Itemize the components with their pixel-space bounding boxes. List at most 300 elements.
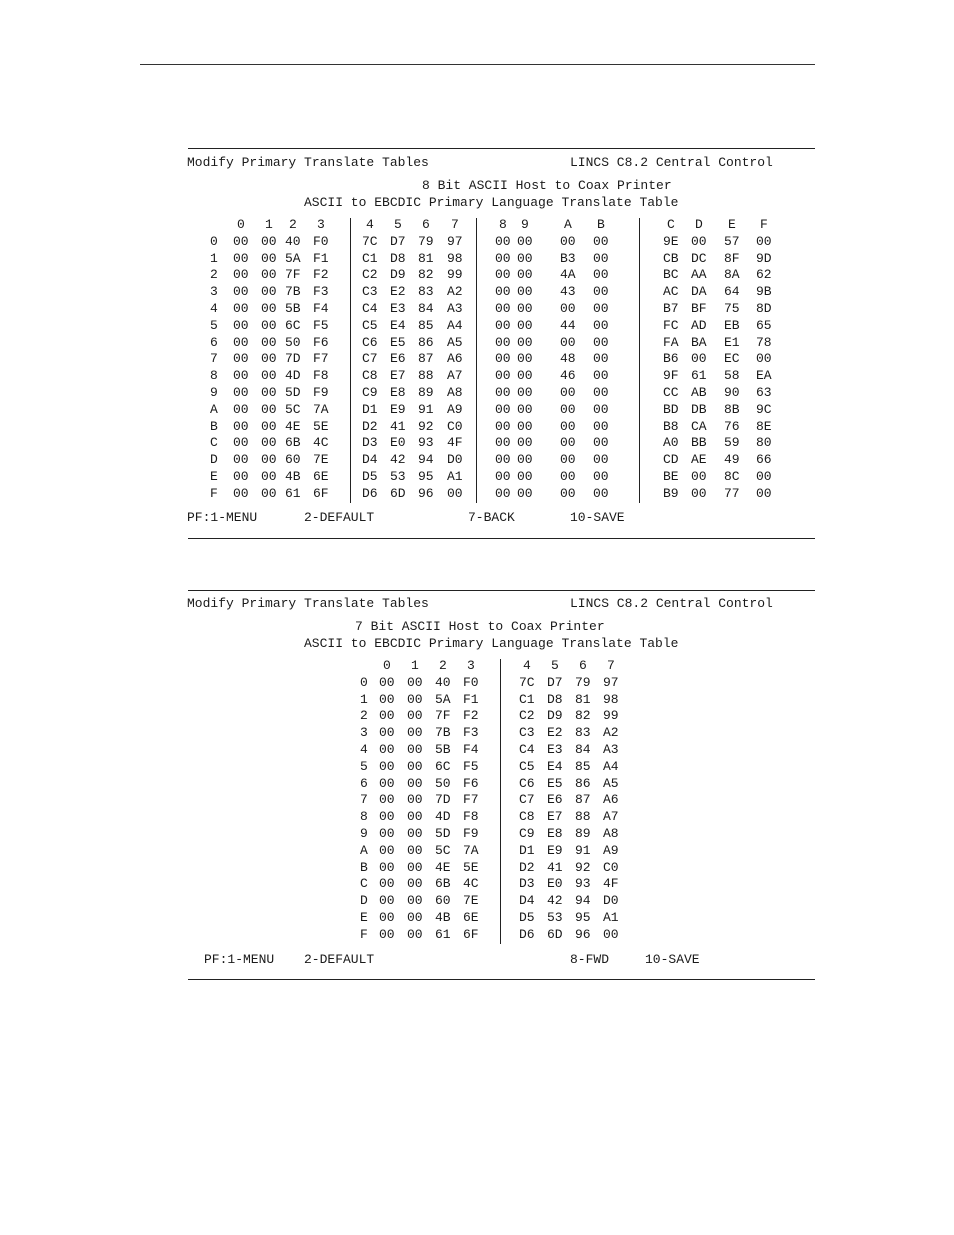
hex-cell[interactable]: 6F — [463, 926, 479, 942]
hex-cell[interactable]: 9B — [756, 284, 772, 300]
hex-cell[interactable]: 85 — [418, 317, 434, 333]
hex-cell[interactable]: 00 — [593, 317, 609, 333]
hex-cell[interactable]: 9D — [756, 250, 772, 266]
hex-cell[interactable]: 00 — [691, 233, 707, 249]
hex-cell[interactable]: 00 — [407, 674, 423, 690]
hex-cell[interactable]: 88 — [418, 368, 434, 384]
hex-cell[interactable]: 42 — [390, 452, 406, 468]
hex-cell[interactable]: 00 — [407, 910, 423, 925]
hex-cell[interactable]: 00 — [593, 284, 609, 300]
hex-cell[interactable]: 00 — [407, 842, 423, 858]
hex-cell[interactable]: 93 — [418, 435, 434, 451]
hex-cell[interactable]: 00 — [593, 334, 609, 350]
hex-cell[interactable]: 00 — [495, 385, 511, 400]
hex-cell[interactable]: 00 — [447, 485, 463, 501]
hex-cell[interactable]: 00 — [560, 334, 576, 350]
hex-cell[interactable]: 00 — [407, 826, 423, 841]
hex-cell[interactable]: 40 — [435, 674, 451, 690]
hex-cell[interactable]: C6 — [519, 775, 535, 791]
hex-cell[interactable]: 4C — [313, 435, 329, 451]
hex-cell[interactable]: D9 — [547, 708, 563, 724]
hex-cell[interactable]: E4 — [390, 317, 406, 333]
hex-cell[interactable]: 00 — [261, 284, 277, 300]
hex-cell[interactable]: 7C — [519, 674, 535, 690]
hex-cell[interactable]: 97 — [603, 674, 619, 690]
hex-cell[interactable]: 00 — [495, 469, 511, 484]
hex-cell[interactable]: A4 — [603, 758, 619, 774]
hex-cell[interactable]: 00 — [233, 368, 249, 384]
hex-cell[interactable]: 00 — [495, 418, 511, 434]
hex-cell[interactable]: 00 — [560, 233, 576, 249]
hex-cell[interactable]: F5 — [313, 317, 329, 333]
hex-cell[interactable]: 58 — [724, 368, 740, 384]
hex-cell[interactable]: 00 — [261, 317, 277, 333]
hex-cell[interactable]: 00 — [261, 418, 277, 434]
hex-cell[interactable]: 00 — [379, 775, 395, 791]
hex-cell[interactable]: 00 — [407, 775, 423, 791]
hex-cell[interactable]: 5A — [285, 250, 301, 266]
hex-cell[interactable]: CC — [663, 385, 679, 400]
hex-cell[interactable]: 00 — [261, 368, 277, 384]
hex-cell[interactable]: 00 — [495, 267, 511, 283]
hex-cell[interactable]: C7 — [519, 792, 535, 808]
hex-cell[interactable]: 7B — [285, 284, 301, 300]
hex-cell[interactable]: 00 — [233, 385, 249, 400]
hex-cell[interactable]: B8 — [663, 418, 679, 434]
hex-cell[interactable]: A5 — [603, 775, 619, 791]
hex-cell[interactable]: 00 — [560, 301, 576, 316]
hex-cell[interactable]: 00 — [495, 233, 511, 249]
hex-cell[interactable]: 79 — [575, 674, 591, 690]
hex-cell[interactable]: 8C — [724, 469, 740, 484]
hex-cell[interactable]: 64 — [724, 284, 740, 300]
hex-cell[interactable]: 82 — [418, 267, 434, 283]
hex-cell[interactable]: F0 — [313, 233, 329, 249]
hex-cell[interactable]: 91 — [418, 401, 434, 417]
hex-cell[interactable]: A9 — [603, 842, 619, 858]
hex-cell[interactable]: E3 — [547, 742, 563, 757]
hex-cell[interactable]: DA — [691, 284, 707, 300]
hex-cell[interactable]: F7 — [313, 351, 329, 367]
hex-cell[interactable]: C7 — [362, 351, 378, 367]
hex-cell[interactable]: 42 — [547, 893, 563, 909]
hex-cell[interactable]: 00 — [593, 368, 609, 384]
hex-cell[interactable]: 00 — [261, 385, 277, 400]
hex-cell[interactable]: E7 — [390, 368, 406, 384]
hex-cell[interactable]: 00 — [407, 876, 423, 892]
hex-cell[interactable]: 00 — [593, 401, 609, 417]
hex-cell[interactable]: D4 — [362, 452, 378, 468]
hex-cell[interactable]: D1 — [362, 401, 378, 417]
hex-cell[interactable]: 7D — [285, 351, 301, 367]
hex-cell[interactable]: 00 — [233, 469, 249, 484]
hex-cell[interactable]: 8F — [724, 250, 740, 266]
hex-cell[interactable]: 00 — [495, 250, 511, 266]
hex-cell[interactable]: D8 — [547, 691, 563, 707]
hex-cell[interactable]: 00 — [495, 485, 511, 501]
hex-cell[interactable]: F4 — [313, 301, 329, 316]
hex-cell[interactable]: BC — [663, 267, 679, 283]
hex-cell[interactable]: 6D — [547, 926, 563, 942]
hex-cell[interactable]: BA — [691, 334, 707, 350]
hex-cell[interactable]: 00 — [379, 876, 395, 892]
hex-cell[interactable]: CD — [663, 452, 679, 468]
hex-cell[interactable]: 00 — [233, 233, 249, 249]
hex-cell[interactable]: 9C — [756, 401, 772, 417]
hex-cell[interactable]: D3 — [362, 435, 378, 451]
hex-cell[interactable]: 00 — [233, 334, 249, 350]
hex-cell[interactable]: 87 — [575, 792, 591, 808]
hex-cell[interactable]: 6E — [313, 469, 329, 484]
hex-cell[interactable]: 00 — [407, 691, 423, 707]
hex-cell[interactable]: 41 — [547, 859, 563, 875]
hex-cell[interactable]: 00 — [495, 435, 511, 451]
hex-cell[interactable]: 59 — [724, 435, 740, 451]
hex-cell[interactable]: 00 — [517, 368, 533, 384]
hex-cell[interactable]: 00 — [691, 485, 707, 501]
hex-cell[interactable]: C2 — [519, 708, 535, 724]
hex-cell[interactable]: 00 — [379, 926, 395, 942]
hex-cell[interactable]: 83 — [418, 284, 434, 300]
hex-cell[interactable]: F5 — [463, 758, 479, 774]
hex-cell[interactable]: F6 — [463, 775, 479, 791]
hex-cell[interactable]: 00 — [517, 418, 533, 434]
hex-cell[interactable]: 00 — [756, 233, 772, 249]
hex-cell[interactable]: 00 — [756, 485, 772, 501]
hex-cell[interactable]: 00 — [379, 859, 395, 875]
hex-cell[interactable]: D7 — [390, 233, 406, 249]
hex-cell[interactable]: 00 — [593, 385, 609, 400]
hex-cell[interactable]: A8 — [603, 826, 619, 841]
hex-cell[interactable]: B7 — [663, 301, 679, 316]
hex-cell[interactable]: 00 — [407, 859, 423, 875]
hex-cell[interactable]: D5 — [519, 910, 535, 925]
hex-cell[interactable]: 7A — [463, 842, 479, 858]
hex-cell[interactable]: 7D — [435, 792, 451, 808]
hex-cell[interactable]: C1 — [519, 691, 535, 707]
hex-cell[interactable]: 99 — [603, 708, 619, 724]
hex-cell[interactable]: 00 — [407, 725, 423, 741]
hex-cell[interactable]: BF — [691, 301, 707, 316]
hex-cell[interactable]: BD — [663, 401, 679, 417]
hex-cell[interactable]: 49 — [724, 452, 740, 468]
hex-cell[interactable]: 00 — [593, 435, 609, 451]
hex-cell[interactable]: 9E — [663, 233, 679, 249]
hex-cell[interactable]: EA — [756, 368, 772, 384]
hex-cell[interactable]: 79 — [418, 233, 434, 249]
hex-cell[interactable]: 53 — [390, 469, 406, 484]
hex-cell[interactable]: AB — [691, 385, 707, 400]
hex-cell[interactable]: A9 — [447, 401, 463, 417]
hex-cell[interactable]: 00 — [495, 334, 511, 350]
hex-cell[interactable]: 5D — [285, 385, 301, 400]
hex-cell[interactable]: 00 — [560, 401, 576, 417]
hex-cell[interactable]: 00 — [233, 250, 249, 266]
hex-cell[interactable]: 00 — [495, 368, 511, 384]
hex-cell[interactable]: 00 — [407, 708, 423, 724]
hex-cell[interactable]: 00 — [379, 708, 395, 724]
hex-cell[interactable]: 00 — [233, 284, 249, 300]
hex-cell[interactable]: 83 — [575, 725, 591, 741]
hex-cell[interactable]: 00 — [560, 435, 576, 451]
hex-cell[interactable]: 60 — [435, 893, 451, 909]
hex-cell[interactable]: 80 — [756, 435, 772, 451]
hex-cell[interactable]: D0 — [447, 452, 463, 468]
hex-cell[interactable]: DB — [691, 401, 707, 417]
hex-cell[interactable]: B9 — [663, 485, 679, 501]
hex-cell[interactable]: 00 — [593, 233, 609, 249]
pf10-save-key[interactable]: 10-SAVE — [570, 510, 625, 525]
hex-cell[interactable]: 00 — [407, 893, 423, 909]
hex-cell[interactable]: C0 — [603, 859, 619, 875]
hex-cell[interactable]: 00 — [261, 301, 277, 316]
hex-cell[interactable]: C9 — [362, 385, 378, 400]
hex-cell[interactable]: D8 — [390, 250, 406, 266]
hex-cell[interactable]: 00 — [261, 401, 277, 417]
hex-cell[interactable]: 44 — [560, 317, 576, 333]
hex-cell[interactable]: F6 — [313, 334, 329, 350]
hex-cell[interactable]: D5 — [362, 469, 378, 484]
hex-cell[interactable]: 00 — [560, 385, 576, 400]
pf2-default-key[interactable]: 2-DEFAULT — [304, 510, 375, 525]
hex-cell[interactable]: 93 — [575, 876, 591, 892]
hex-cell[interactable]: 5E — [313, 418, 329, 434]
hex-cell[interactable]: 00 — [495, 351, 511, 367]
hex-cell[interactable]: FC — [663, 317, 679, 333]
hex-cell[interactable]: 00 — [517, 435, 533, 451]
hex-cell[interactable]: C6 — [362, 334, 378, 350]
hex-cell[interactable]: A3 — [447, 301, 463, 316]
hex-cell[interactable]: 00 — [517, 233, 533, 249]
hex-cell[interactable]: 92 — [575, 859, 591, 875]
hex-cell[interactable]: 94 — [418, 452, 434, 468]
hex-cell[interactable]: 89 — [575, 826, 591, 841]
hex-cell[interactable]: E1 — [724, 334, 740, 350]
hex-cell[interactable]: 00 — [407, 792, 423, 808]
hex-cell[interactable]: C4 — [519, 742, 535, 757]
hex-cell[interactable]: F8 — [463, 809, 479, 825]
hex-cell[interactable]: DC — [691, 250, 707, 266]
hex-cell[interactable]: 95 — [418, 469, 434, 484]
hex-cell[interactable]: C1 — [362, 250, 378, 266]
hex-cell[interactable]: 91 — [575, 842, 591, 858]
hex-cell[interactable]: 6B — [435, 876, 451, 892]
hex-cell[interactable]: 00 — [517, 401, 533, 417]
hex-cell[interactable]: 82 — [575, 708, 591, 724]
hex-cell[interactable]: 00 — [233, 418, 249, 434]
hex-cell[interactable]: 00 — [593, 418, 609, 434]
hex-cell[interactable]: 53 — [547, 910, 563, 925]
hex-cell[interactable]: 57 — [724, 233, 740, 249]
hex-cell[interactable]: C3 — [362, 284, 378, 300]
hex-cell[interactable]: BE — [663, 469, 679, 484]
hex-cell[interactable]: 87 — [418, 351, 434, 367]
hex-cell[interactable]: 00 — [517, 284, 533, 300]
hex-cell[interactable]: 00 — [379, 792, 395, 808]
hex-cell[interactable]: 4B — [435, 910, 451, 925]
hex-cell[interactable]: 00 — [233, 435, 249, 451]
hex-cell[interactable]: BB — [691, 435, 707, 451]
hex-cell[interactable]: F9 — [313, 385, 329, 400]
hex-cell[interactable]: AA — [691, 267, 707, 283]
hex-cell[interactable]: 5B — [285, 301, 301, 316]
hex-cell[interactable]: 00 — [593, 301, 609, 316]
hex-cell[interactable]: F3 — [313, 284, 329, 300]
hex-cell[interactable]: 6D — [390, 485, 406, 501]
hex-cell[interactable]: 00 — [495, 301, 511, 316]
hex-cell[interactable]: 62 — [756, 267, 772, 283]
hex-cell[interactable]: E5 — [547, 775, 563, 791]
hex-cell[interactable]: 65 — [756, 317, 772, 333]
hex-cell[interactable]: 00 — [261, 351, 277, 367]
hex-cell[interactable]: A1 — [447, 469, 463, 484]
hex-cell[interactable]: 5A — [435, 691, 451, 707]
hex-cell[interactable]: 8A — [724, 267, 740, 283]
hex-cell[interactable]: 00 — [517, 452, 533, 468]
hex-cell[interactable]: C8 — [519, 809, 535, 825]
hex-cell[interactable]: 00 — [517, 301, 533, 316]
hex-cell[interactable]: E2 — [547, 725, 563, 741]
hex-cell[interactable]: E8 — [547, 826, 563, 841]
hex-cell[interactable]: 00 — [379, 691, 395, 707]
hex-cell[interactable]: 00 — [379, 842, 395, 858]
hex-cell[interactable]: 61 — [435, 926, 451, 942]
hex-cell[interactable]: 00 — [379, 893, 395, 909]
hex-cell[interactable]: 4F — [447, 435, 463, 451]
hex-cell[interactable]: A4 — [447, 317, 463, 333]
hex-cell[interactable]: A6 — [447, 351, 463, 367]
hex-cell[interactable]: EC — [724, 351, 740, 367]
hex-cell[interactable]: 50 — [285, 334, 301, 350]
hex-cell[interactable]: 00 — [593, 469, 609, 484]
hex-cell[interactable]: 00 — [560, 485, 576, 501]
hex-cell[interactable]: 00 — [379, 826, 395, 841]
hex-cell[interactable]: 00 — [407, 742, 423, 757]
hex-cell[interactable]: 00 — [603, 926, 619, 942]
pf10-save-key[interactable]: 10-SAVE — [645, 952, 700, 967]
hex-cell[interactable]: 4C — [463, 876, 479, 892]
hex-cell[interactable]: 00 — [517, 385, 533, 400]
hex-cell[interactable]: 84 — [418, 301, 434, 316]
pf1-menu-key[interactable]: PF:1-MENU — [204, 952, 275, 967]
hex-cell[interactable]: 4B — [285, 469, 301, 484]
hex-cell[interactable]: 00 — [261, 334, 277, 350]
hex-cell[interactable]: F8 — [313, 368, 329, 384]
hex-cell[interactable]: A7 — [603, 809, 619, 825]
hex-cell[interactable]: 00 — [495, 452, 511, 468]
hex-cell[interactable]: A7 — [447, 368, 463, 384]
hex-cell[interactable]: 00 — [495, 317, 511, 333]
hex-cell[interactable]: 6C — [435, 758, 451, 774]
hex-cell[interactable]: 66 — [756, 452, 772, 468]
hex-cell[interactable]: 60 — [285, 452, 301, 468]
hex-cell[interactable]: A3 — [603, 742, 619, 757]
hex-cell[interactable]: E7 — [547, 809, 563, 825]
hex-cell[interactable]: D6 — [362, 485, 378, 501]
hex-cell[interactable]: D9 — [390, 267, 406, 283]
hex-cell[interactable]: C2 — [362, 267, 378, 283]
hex-cell[interactable]: 00 — [261, 250, 277, 266]
hex-cell[interactable]: 00 — [517, 351, 533, 367]
hex-cell[interactable]: 76 — [724, 418, 740, 434]
hex-cell[interactable]: 00 — [261, 435, 277, 451]
hex-cell[interactable]: 00 — [407, 758, 423, 774]
hex-cell[interactable]: 92 — [418, 418, 434, 434]
hex-cell[interactable]: E9 — [547, 842, 563, 858]
hex-cell[interactable]: 7C — [362, 233, 378, 249]
hex-cell[interactable]: F9 — [463, 826, 479, 841]
hex-cell[interactable]: 5C — [435, 842, 451, 858]
hex-cell[interactable]: F1 — [463, 691, 479, 707]
hex-cell[interactable]: 95 — [575, 910, 591, 925]
hex-cell[interactable]: 84 — [575, 742, 591, 757]
hex-cell[interactable]: 4F — [603, 876, 619, 892]
hex-cell[interactable]: 7E — [463, 893, 479, 909]
hex-cell[interactable]: 86 — [575, 775, 591, 791]
hex-cell[interactable]: C4 — [362, 301, 378, 316]
hex-cell[interactable]: 00 — [593, 351, 609, 367]
hex-cell[interactable]: 50 — [435, 775, 451, 791]
hex-cell[interactable]: 81 — [418, 250, 434, 266]
hex-cell[interactable]: 00 — [517, 317, 533, 333]
hex-cell[interactable]: CB — [663, 250, 679, 266]
hex-cell[interactable]: 00 — [379, 674, 395, 690]
hex-cell[interactable]: 46 — [560, 368, 576, 384]
hex-cell[interactable]: 78 — [756, 334, 772, 350]
hex-cell[interactable]: 00 — [560, 469, 576, 484]
hex-cell[interactable]: E8 — [390, 385, 406, 400]
hex-cell[interactable]: 63 — [756, 385, 772, 400]
hex-cell[interactable]: 00 — [756, 351, 772, 367]
hex-cell[interactable]: 00 — [593, 485, 609, 501]
hex-cell[interactable]: 77 — [724, 485, 740, 501]
hex-cell[interactable]: B6 — [663, 351, 679, 367]
hex-cell[interactable]: A0 — [663, 435, 679, 451]
hex-cell[interactable]: 88 — [575, 809, 591, 825]
hex-cell[interactable]: C5 — [519, 758, 535, 774]
hex-cell[interactable]: E9 — [390, 401, 406, 417]
hex-cell[interactable]: 4E — [435, 859, 451, 875]
hex-cell[interactable]: 96 — [418, 485, 434, 501]
hex-cell[interactable]: 8B — [724, 401, 740, 417]
hex-cell[interactable]: 6C — [285, 317, 301, 333]
hex-cell[interactable]: 61 — [285, 485, 301, 501]
hex-cell[interactable]: 00 — [517, 267, 533, 283]
hex-cell[interactable]: 5B — [435, 742, 451, 757]
hex-cell[interactable]: 99 — [447, 267, 463, 283]
pf2-default-key[interactable]: 2-DEFAULT — [304, 952, 375, 967]
hex-cell[interactable]: E3 — [390, 301, 406, 316]
hex-cell[interactable]: 00 — [379, 758, 395, 774]
hex-cell[interactable]: 00 — [407, 926, 423, 942]
hex-cell[interactable]: 4A — [560, 267, 576, 283]
hex-cell[interactable]: 81 — [575, 691, 591, 707]
pf1-menu-key[interactable]: PF:1-MENU — [187, 510, 258, 525]
hex-cell[interactable]: D7 — [547, 674, 563, 690]
hex-cell[interactable]: E2 — [390, 284, 406, 300]
hex-cell[interactable]: E6 — [547, 792, 563, 808]
hex-cell[interactable]: 00 — [233, 267, 249, 283]
hex-cell[interactable]: 4D — [435, 809, 451, 825]
hex-cell[interactable]: 7A — [313, 401, 329, 417]
hex-cell[interactable]: 5C — [285, 401, 301, 417]
hex-cell[interactable]: 5E — [463, 859, 479, 875]
hex-cell[interactable]: 00 — [560, 452, 576, 468]
hex-cell[interactable]: 96 — [575, 926, 591, 942]
hex-cell[interactable]: E0 — [547, 876, 563, 892]
hex-cell[interactable]: 00 — [233, 351, 249, 367]
hex-cell[interactable]: A6 — [603, 792, 619, 808]
